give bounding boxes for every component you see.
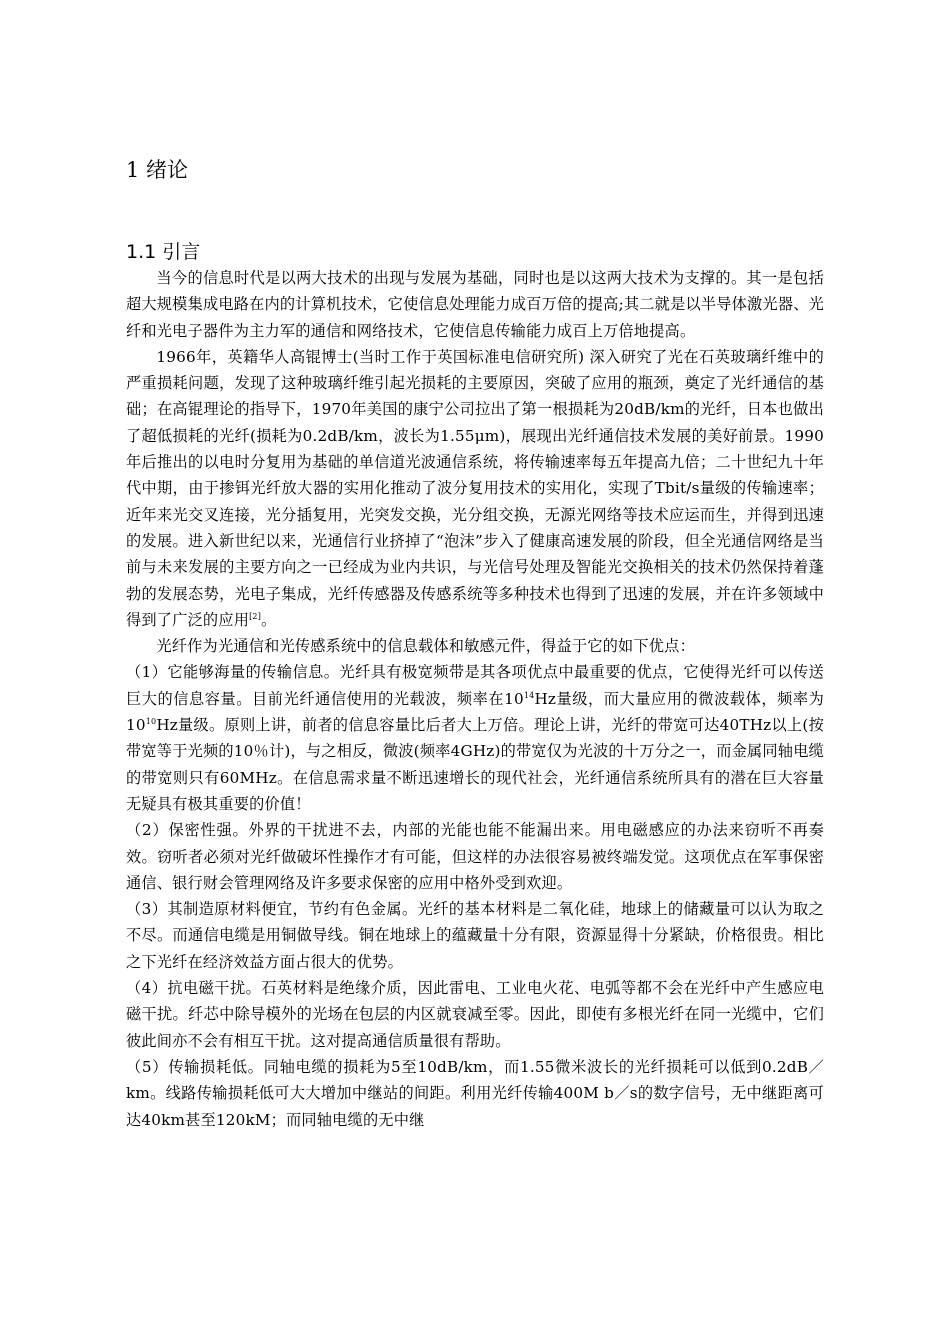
advantage-item-1-text-a: （1）它能够海量的传输信息。光纤具有极宽频带是其各项优点中最重要的优点，它使得光纤可以传送巨大的信息容量。目前光纤通信使用的光载波，频率在10 xyxy=(126,663,824,708)
paragraph-intro: 当今的信息时代是以两大技术的出现与发展为基础，同时也是以这两大技术为支撑的。其一是包括超大规模集成电路在内的计算机技术，它使信息处理能力成百万倍的提高;其二就是以半导体激光器、光纤和光电子器件为主力军的通信和网络技术，它使信息传输能力成百上万倍地提高。 xyxy=(126,269,824,340)
advantage-item-4: （4）抗电磁干扰。石英材料是绝缘介质，因此雷电、工业电火花、电弧等都不会在光纤中产生感应电磁干扰。纤芯中除导模外的光场在包层的内区就衰减至零。因此，即使有多根光纤在同一光缆中，它们彼此间亦不会有相互干扰。这对提高通信质量很有帮助。 xyxy=(126,979,824,1050)
advantage-item-1 xyxy=(126,659,824,817)
chapter-title: 1 绪论 xyxy=(126,158,189,182)
exponent-10: 10 xyxy=(145,716,157,726)
paragraph-history xyxy=(126,344,824,633)
advantage-item-2: （2）保密性强。外界的干扰进不去，内部的光能也能不能漏出来。用电磁感应的办法来窃听不再奏效。窃听者必须对光纤做破坏性操作才有可能，但这样的办法很容易被终端发觉。这项优点在军事保密通信、银行财会管理网络及许多要求保密的应用中格外受到欢迎。 xyxy=(126,821,824,892)
body-text xyxy=(126,265,824,1133)
advantage-item-1-text-c: Hz量级。原则上讲，前者的信息容量比后者大上万倍。理论上讲，光纤的带宽可达40THz以上(按带宽等于光频的10％计)，与之相反，微波(频率4GHz)的带宽仅为光波的十万分之一，而金属同轴电缆的带宽则只有60MHz。在信息需求量不断迅速增长的现代社会，光纤通信系统所具有的潜在巨大容量无疑具有极其重要的价值！ xyxy=(126,716,824,813)
advantage-item-1-text-b: Hz量级，而大量应用的微波载体，频率为10 xyxy=(126,689,824,735)
advantage-item-3: （3）其制造原材料便宜，节约有色金属。光纤的基本材料是二氧化硅，地球上的储藏量可以认为取之不尽。而通信电缆是用铜做导线。铜在地球上的蕴藏量十分有限，资源显得十分紧缺，价格很贵。相比之下光纤在经济效益方面占很大的优势。 xyxy=(126,900,824,971)
citation-reference: [2] xyxy=(249,611,262,621)
paragraph-history-text: 1966年，英籍华人高锟博士(当时工作于英国标准电信研究所) 深入研究了光在石英玻璃纤维中的严重损耗问题，发现了这种玻璃纤维引起光损耗的主要原因，突破了应用的瓶颈，奠定了光纤通信的基础；在高锟理论的指导下，1970年美国的康宁公司拉出了第一根损耗为20dB/km的光纤，日本也做出了超低损耗的光纤(损耗为0.2dB/km，波长为1.55μm)，展现出光纤通信技术发展的美好前景。1990年后推出的以电时分复用为基础的单信道光波通信系统，将传输速率每五年提高九倍；二十世纪九十年代中期，由于掺铒光纤放大器的实用化推动了波分复用技术的实用化，实现了Tbit/s量级的传输速率；近年来光交叉连接，光分插复用，光突发交换，光分组交换，无源光网络等技术应运而生，并得到迅速的发展。进入新世纪以来，光通信行业挤掉了“泡沫”步入了健康高速发展的阶段，但全光通信网络是当前与未来发展的主要方向之一已经成为业内共识，与光信号处理及智能光交换相关的技术仍然保持着蓬勃的发展态势，光电子集成，光纤传感器及传感系统等多种技术也得到了迅速的发展，并在许多领域中得到了广泛的应用 xyxy=(126,347,824,629)
paragraph-advantages-intro: 光纤作为光通信和光传感系统中的信息载体和敏感元件，得益于它的如下优点： xyxy=(156,637,695,656)
paragraph-history-end: 。 xyxy=(261,610,277,629)
advantage-item-5: （5）传输损耗低。同轴电缆的损耗为5至10dB/km，而1.55微米波长的光纤损耗可以低到0.2dB／km。线路传输损耗低可大大增加中继站的间距。利用光纤传输400M b／s的数字信号，无中继距离可达40km甚至120kM；而同轴电缆的无中继 xyxy=(126,1057,824,1129)
section-title: 1.1 引言 xyxy=(126,241,201,263)
exponent-14: 14 xyxy=(523,690,535,700)
